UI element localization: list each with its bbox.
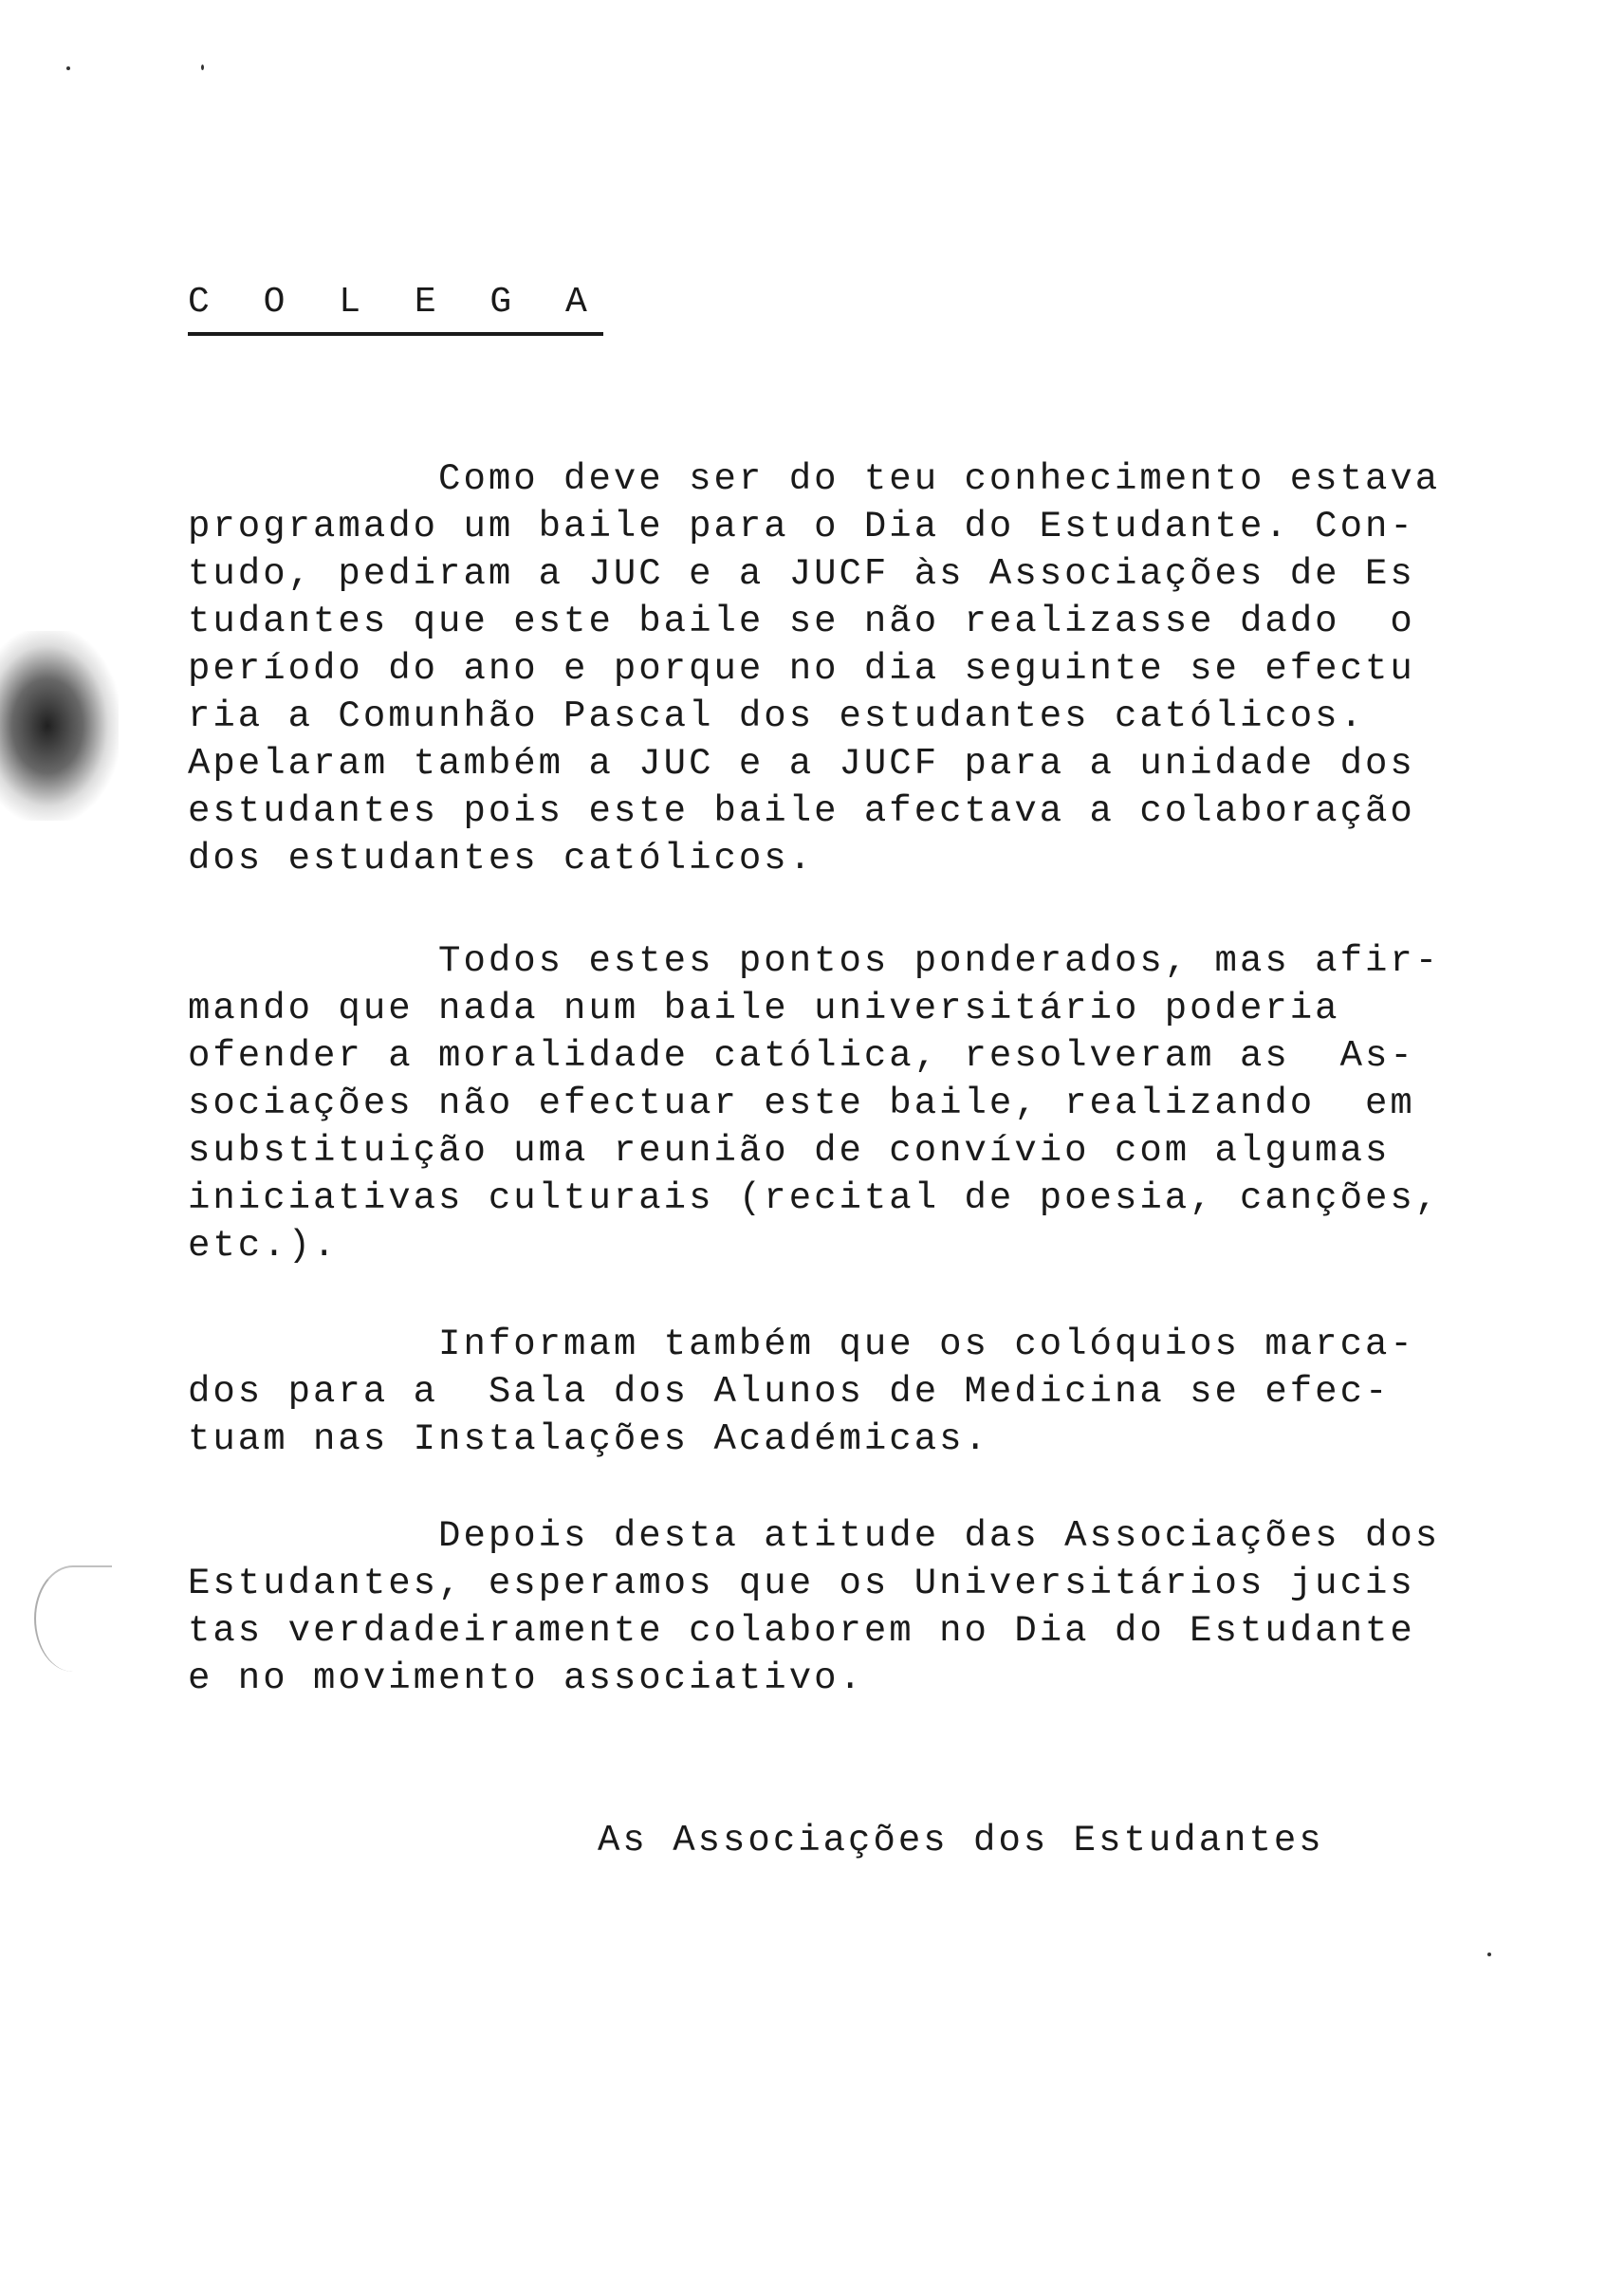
- scan-speck: [66, 66, 70, 70]
- document-title: C O L E G A: [188, 285, 603, 336]
- scan-speck: [1487, 1953, 1491, 1956]
- scan-hole-mark: [34, 1565, 112, 1672]
- scan-speck: [201, 65, 204, 70]
- signature: As Associações dos Estudantes: [598, 1820, 1324, 1861]
- paragraph-1: Como deve ser do teu conhecimento estava programado um baile para o Dia do Estudante. Con- tudo, pediram a JUC e a JUCF às Associações de Es tudantes que este baile se não realizasse dado o período do ano e porque no dia seguinte se efectu ria a Comunhão Pascal dos estudantes católicos. Apelaram também a JUC e a JUCF para a unidade dos estudantes pois este baile afectava a colaboração dos estudantes católicos.: [188, 458, 1441, 879]
- paragraph-4: Depois desta atitude das Associações dos Estudantes, esperamos que os Universitários jucis tas verdadeiramente colaborem no Dia do Estudante e no movimento associativo.: [188, 1515, 1441, 1699]
- paragraph-3: Informam também que os colóquios marca- dos para a Sala dos Alunos de Medicina se efec- tuam nas Instalações Académicas.: [188, 1324, 1415, 1460]
- scan-smudge: [0, 631, 119, 821]
- paragraph-2: Todos estes pontos ponderados, mas afir- mando que nada num baile universitário poderia ofender a moralidade católica, resolveram as As- sociações não efectuar este baile, realizando em substituição uma reunião de convívio com algumas iniciativas culturais (recital de poesia, canções, etc.).: [188, 940, 1441, 1267]
